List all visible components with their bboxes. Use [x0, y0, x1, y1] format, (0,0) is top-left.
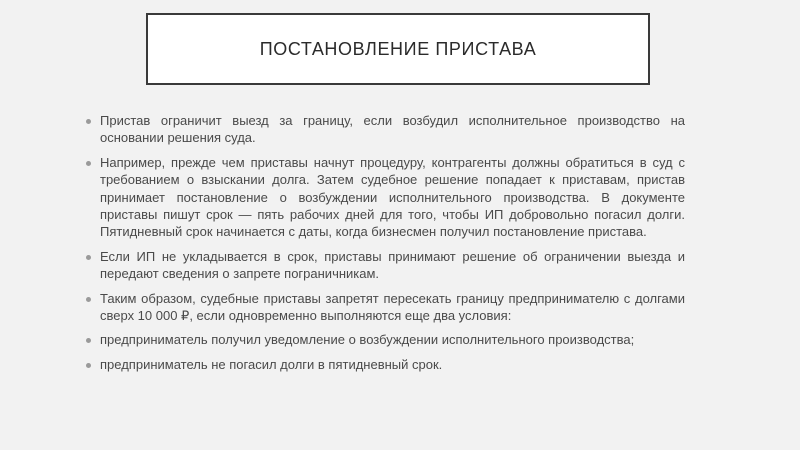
title-box	[146, 13, 650, 85]
bullet-list	[84, 112, 685, 380]
bullet-item: Пристав ограничит выезд за границу, если возбудил исполнительное производство на основании решения суда.	[84, 112, 685, 147]
bullet-item: предприниматель не погасил долги в пятидневный срок.	[84, 356, 685, 373]
bullet-item: предприниматель получил уведомление о возбуждении исполнительного производства;	[84, 331, 685, 348]
bullet-item: Например, прежде чем приставы начнут процедуру, контрагенты должны обратиться в суд с требованием о взыскании долга. Затем судебное решение попадает к приставам, пристав принимает постановление о возбуждении исполнительного производства. В документе приставы пишут срок — пять рабочих дней для того, чтобы ИП добровольно погасил долги. Пятидневный срок начинается с даты, когда бизнесмен получил постановление пристава.	[84, 154, 685, 241]
bullet-item: Таким образом, судебные приставы запретят пересекать границу предпринимателю с долгами сверх 10 000 ₽, если одновременно выполняются еще два условия:	[84, 290, 685, 325]
slide-title: ПОСТАНОВЛЕНИЕ ПРИСТАВА	[259, 38, 537, 59]
bullet-item: Если ИП не укладывается в срок, приставы принимают решение об ограничении выезда и передают сведения о запрете пограничникам.	[84, 248, 685, 283]
